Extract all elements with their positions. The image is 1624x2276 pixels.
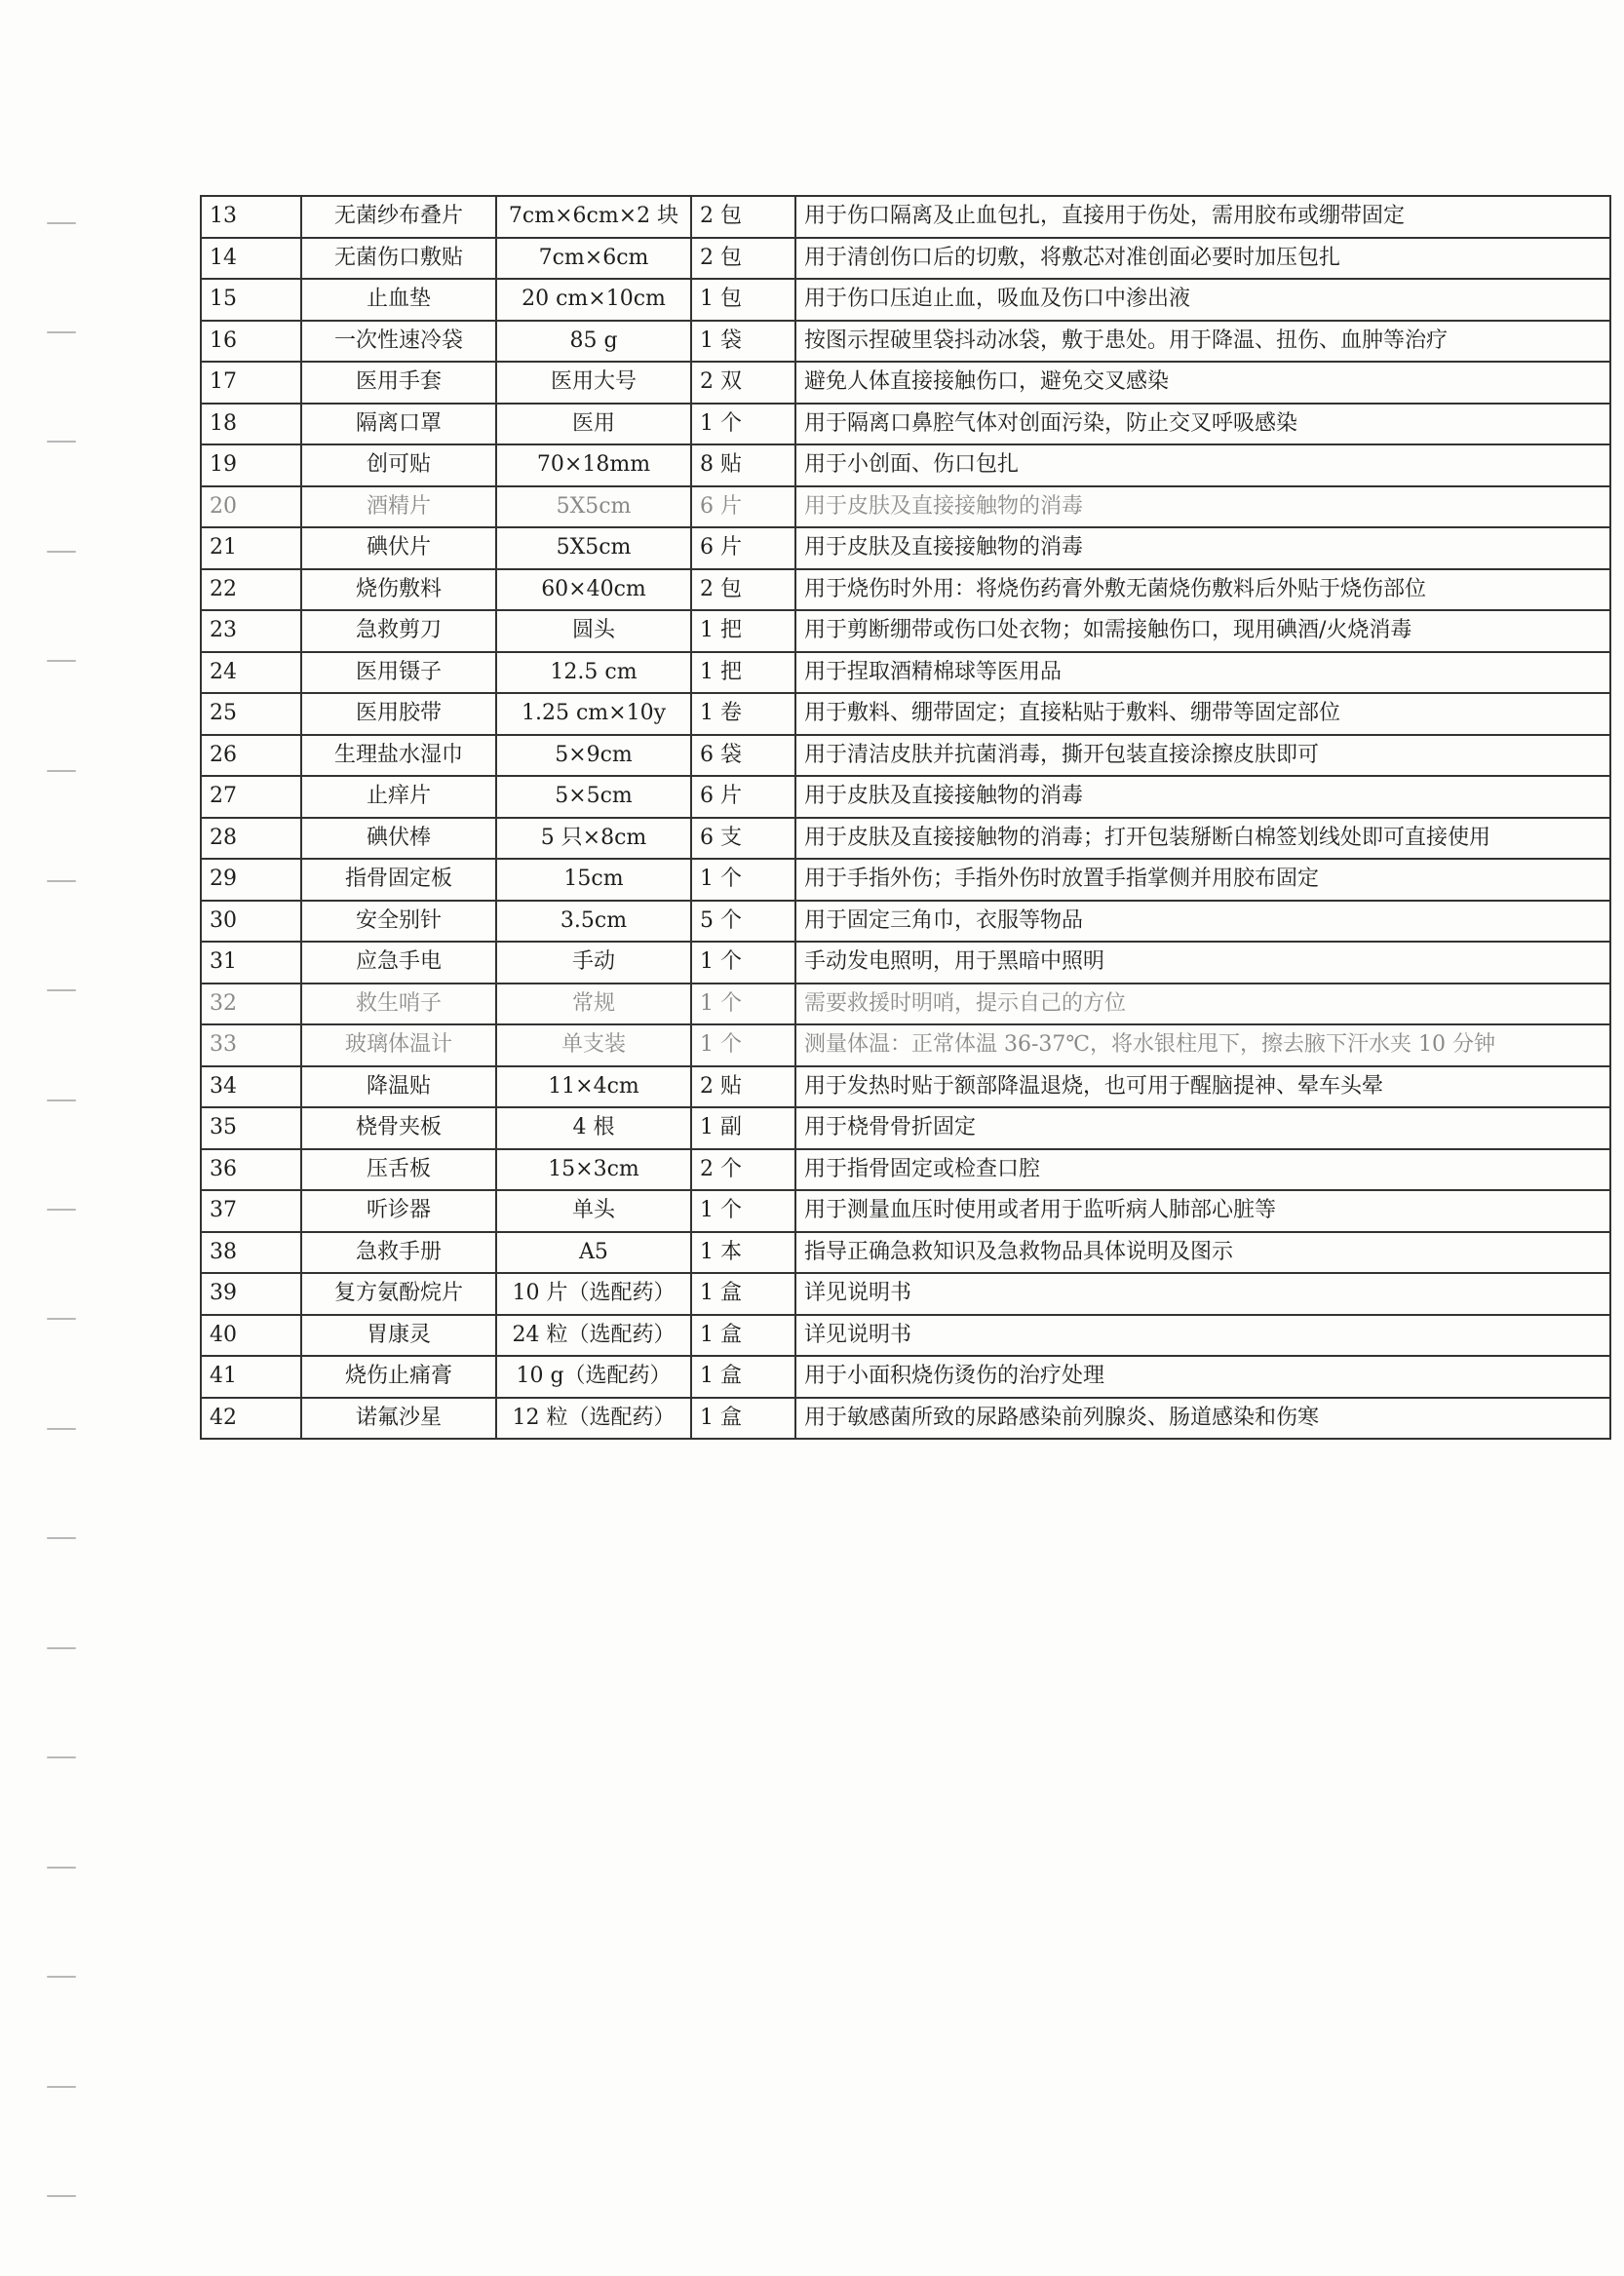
item-usage: 用于捏取酒精棉球等医用品	[795, 652, 1610, 694]
table-row	[201, 486, 1610, 528]
item-name: 一次性速冷袋	[301, 321, 496, 363]
table-row	[201, 776, 1610, 818]
item-quantity: 8 贴	[691, 444, 795, 486]
item-name: 桡骨夹板	[301, 1107, 496, 1149]
item-quantity: 1 盒	[691, 1315, 795, 1357]
item-name: 急救剪刀	[301, 610, 496, 652]
table-body	[201, 196, 1610, 1439]
item-spec: 5X5cm	[496, 486, 691, 528]
item-usage: 用于隔离口鼻腔气体对创面污染，防止交叉呼吸感染	[795, 404, 1610, 445]
item-spec: 15×3cm	[496, 1149, 691, 1191]
item-quantity: 1 卷	[691, 693, 795, 735]
table-row	[201, 735, 1610, 777]
item-name: 创可贴	[301, 444, 496, 486]
item-quantity: 1 包	[691, 279, 795, 321]
item-name: 无菌纱布叠片	[301, 196, 496, 238]
table-row	[201, 984, 1610, 1025]
item-name: 酒精片	[301, 486, 496, 528]
item-number: 39	[201, 1273, 301, 1315]
item-spec: 医用	[496, 404, 691, 445]
item-number: 33	[201, 1024, 301, 1066]
item-usage: 需要救援时明哨，提示自己的方位	[795, 984, 1610, 1025]
item-number: 26	[201, 735, 301, 777]
item-quantity: 6 片	[691, 527, 795, 569]
item-usage: 测量体温：正常体温 36-37℃，将水银柱甩下，擦去腋下汗水夹 10 分钟	[795, 1024, 1610, 1066]
item-spec: 7cm×6cm	[496, 238, 691, 280]
table-row	[201, 652, 1610, 694]
table-row	[201, 1398, 1610, 1440]
item-name: 烧伤敷料	[301, 569, 496, 611]
table-row	[201, 693, 1610, 735]
item-number: 20	[201, 486, 301, 528]
item-number: 40	[201, 1315, 301, 1357]
item-spec: 70×18mm	[496, 444, 691, 486]
item-spec: 单头	[496, 1190, 691, 1232]
item-usage: 用于烧伤时外用：将烧伤药膏外敷无菌烧伤敷料后外贴于烧伤部位	[795, 569, 1610, 611]
item-quantity: 6 片	[691, 776, 795, 818]
item-number: 13	[201, 196, 301, 238]
item-name: 医用手套	[301, 362, 496, 404]
item-quantity: 2 包	[691, 238, 795, 280]
item-number: 37	[201, 1190, 301, 1232]
table-row	[201, 1107, 1610, 1149]
item-number: 14	[201, 238, 301, 280]
item-number: 25	[201, 693, 301, 735]
table-row	[201, 1066, 1610, 1108]
table-row	[201, 1149, 1610, 1191]
item-spec: 5×5cm	[496, 776, 691, 818]
item-spec: 4 根	[496, 1107, 691, 1149]
item-number: 32	[201, 984, 301, 1025]
table-row	[201, 1356, 1610, 1398]
item-quantity: 1 把	[691, 610, 795, 652]
item-number: 28	[201, 818, 301, 860]
item-spec: 5×9cm	[496, 735, 691, 777]
item-usage: 手动发电照明，用于黑暗中照明	[795, 942, 1610, 984]
item-number: 29	[201, 859, 301, 901]
table-row	[201, 818, 1610, 860]
item-quantity: 2 包	[691, 569, 795, 611]
item-usage: 用于小面积烧伤烫伤的治疗处理	[795, 1356, 1610, 1398]
item-number: 42	[201, 1398, 301, 1440]
item-name: 止血垫	[301, 279, 496, 321]
item-usage: 用于小创面、伤口包扎	[795, 444, 1610, 486]
item-usage: 用于皮肤及直接接触物的消毒	[795, 776, 1610, 818]
item-number: 35	[201, 1107, 301, 1149]
item-number: 30	[201, 901, 301, 943]
item-name: 医用镊子	[301, 652, 496, 694]
table-row	[201, 404, 1610, 445]
item-quantity: 1 袋	[691, 321, 795, 363]
item-usage: 用于剪断绷带或伤口处衣物；如需接触伤口，现用碘酒/火烧消毒	[795, 610, 1610, 652]
item-usage: 避免人体直接接触伤口，避免交叉感染	[795, 362, 1610, 404]
item-spec: 7cm×6cm×2 块	[496, 196, 691, 238]
item-quantity: 1 个	[691, 984, 795, 1025]
item-number: 15	[201, 279, 301, 321]
item-number: 17	[201, 362, 301, 404]
item-spec: 12.5 cm	[496, 652, 691, 694]
item-spec: 单支装	[496, 1024, 691, 1066]
item-name: 听诊器	[301, 1190, 496, 1232]
table-row	[201, 527, 1610, 569]
table-row	[201, 901, 1610, 943]
item-spec: 医用大号	[496, 362, 691, 404]
item-spec: 10 g（选配药）	[496, 1356, 691, 1398]
item-usage: 用于敏感菌所致的尿路感染前列腺炎、肠道感染和伤寒	[795, 1398, 1610, 1440]
table-row	[201, 942, 1610, 984]
table-row	[201, 362, 1610, 404]
item-quantity: 1 把	[691, 652, 795, 694]
item-usage: 用于伤口隔离及止血包扎，直接用于伤处，需用胶布或绷带固定	[795, 196, 1610, 238]
table-row	[201, 569, 1610, 611]
item-quantity: 1 盒	[691, 1273, 795, 1315]
item-usage: 详见说明书	[795, 1315, 1610, 1357]
item-name: 胃康灵	[301, 1315, 496, 1357]
item-name: 玻璃体温计	[301, 1024, 496, 1066]
item-spec: 3.5cm	[496, 901, 691, 943]
item-name: 碘伏棒	[301, 818, 496, 860]
item-usage: 用于敷料、绷带固定；直接粘贴于敷料、绷带等固定部位	[795, 693, 1610, 735]
item-quantity: 2 双	[691, 362, 795, 404]
item-number: 41	[201, 1356, 301, 1398]
item-name: 压舌板	[301, 1149, 496, 1191]
item-number: 36	[201, 1149, 301, 1191]
item-quantity: 6 片	[691, 486, 795, 528]
first-aid-kit-table	[200, 195, 1611, 1440]
item-number: 31	[201, 942, 301, 984]
item-name: 应急手电	[301, 942, 496, 984]
item-spec: 60×40cm	[496, 569, 691, 611]
item-usage: 用于手指外伤；手指外伤时放置手指掌侧并用胶布固定	[795, 859, 1610, 901]
table-row	[201, 610, 1610, 652]
table-row	[201, 238, 1610, 280]
item-usage: 用于固定三角巾，衣服等物品	[795, 901, 1610, 943]
item-number: 22	[201, 569, 301, 611]
item-usage: 用于清洁皮肤并抗菌消毒，撕开包装直接涂擦皮肤即可	[795, 735, 1610, 777]
binding-hole-marks	[47, 0, 86, 2276]
item-usage: 用于伤口压迫止血，吸血及伤口中渗出液	[795, 279, 1610, 321]
item-spec: 常规	[496, 984, 691, 1025]
item-name: 降温贴	[301, 1066, 496, 1108]
table-row	[201, 321, 1610, 363]
item-quantity: 6 支	[691, 818, 795, 860]
item-name: 指骨固定板	[301, 859, 496, 901]
item-quantity: 1 盒	[691, 1398, 795, 1440]
item-usage: 用于发热时贴于额部降温退烧，也可用于醒脑提神、晕车头晕	[795, 1066, 1610, 1108]
item-spec: 85 g	[496, 321, 691, 363]
item-spec: 24 粒（选配药）	[496, 1315, 691, 1357]
item-number: 18	[201, 404, 301, 445]
item-usage: 用于皮肤及直接接触物的消毒；打开包装掰断白棉签划线处即可直接使用	[795, 818, 1610, 860]
item-spec: 15cm	[496, 859, 691, 901]
item-quantity: 1 个	[691, 942, 795, 984]
item-spec: 12 粒（选配药）	[496, 1398, 691, 1440]
item-quantity: 2 贴	[691, 1066, 795, 1108]
item-spec: 10 片（选配药）	[496, 1273, 691, 1315]
table-row	[201, 859, 1610, 901]
table-row	[201, 1273, 1610, 1315]
item-usage: 详见说明书	[795, 1273, 1610, 1315]
item-number: 16	[201, 321, 301, 363]
item-number: 23	[201, 610, 301, 652]
item-spec: 20 cm×10cm	[496, 279, 691, 321]
item-usage: 按图示捏破里袋抖动冰袋，敷于患处。用于降温、扭伤、血肿等治疗	[795, 321, 1610, 363]
item-usage: 用于测量血压时使用或者用于监听病人肺部心脏等	[795, 1190, 1610, 1232]
item-usage: 用于清创伤口后的切敷，将敷芯对准创面必要时加压包扎	[795, 238, 1610, 280]
item-name: 急救手册	[301, 1232, 496, 1274]
item-usage: 指导正确急救知识及急救物品具体说明及图示	[795, 1232, 1610, 1274]
item-quantity: 1 本	[691, 1232, 795, 1274]
item-quantity: 1 个	[691, 404, 795, 445]
item-number: 19	[201, 444, 301, 486]
item-quantity: 1 个	[691, 1024, 795, 1066]
item-quantity: 6 袋	[691, 735, 795, 777]
item-usage: 用于皮肤及直接接触物的消毒	[795, 486, 1610, 528]
item-spec: 圆头	[496, 610, 691, 652]
item-spec: 11×4cm	[496, 1066, 691, 1108]
item-quantity: 1 个	[691, 859, 795, 901]
item-number: 38	[201, 1232, 301, 1274]
item-name: 复方氨酚烷片	[301, 1273, 496, 1315]
item-name: 诺氟沙星	[301, 1398, 496, 1440]
item-name: 救生哨子	[301, 984, 496, 1025]
item-name: 安全别针	[301, 901, 496, 943]
item-quantity: 1 盒	[691, 1356, 795, 1398]
table-row	[201, 1232, 1610, 1274]
item-quantity: 2 个	[691, 1149, 795, 1191]
table-row	[201, 1190, 1610, 1232]
item-usage: 用于皮肤及直接接触物的消毒	[795, 527, 1610, 569]
item-number: 21	[201, 527, 301, 569]
table-row	[201, 279, 1610, 321]
table-row	[201, 1024, 1610, 1066]
item-spec: 手动	[496, 942, 691, 984]
item-name: 无菌伤口敷贴	[301, 238, 496, 280]
item-quantity: 2 包	[691, 196, 795, 238]
table-row	[201, 196, 1610, 238]
item-usage: 用于指骨固定或检查口腔	[795, 1149, 1610, 1191]
item-name: 医用胶带	[301, 693, 496, 735]
item-number: 27	[201, 776, 301, 818]
item-name: 烧伤止痛膏	[301, 1356, 496, 1398]
item-quantity: 1 副	[691, 1107, 795, 1149]
item-name: 止痒片	[301, 776, 496, 818]
item-quantity: 5 个	[691, 901, 795, 943]
item-name: 生理盐水湿巾	[301, 735, 496, 777]
item-spec: 5X5cm	[496, 527, 691, 569]
item-name: 隔离口罩	[301, 404, 496, 445]
item-usage: 用于桡骨骨折固定	[795, 1107, 1610, 1149]
item-number: 34	[201, 1066, 301, 1108]
item-spec: 1.25 cm×10y	[496, 693, 691, 735]
table-row	[201, 444, 1610, 486]
item-name: 碘伏片	[301, 527, 496, 569]
item-number: 24	[201, 652, 301, 694]
item-spec: A5	[496, 1232, 691, 1274]
item-quantity: 1 个	[691, 1190, 795, 1232]
item-spec: 5 只×8cm	[496, 818, 691, 860]
table-row	[201, 1315, 1610, 1357]
